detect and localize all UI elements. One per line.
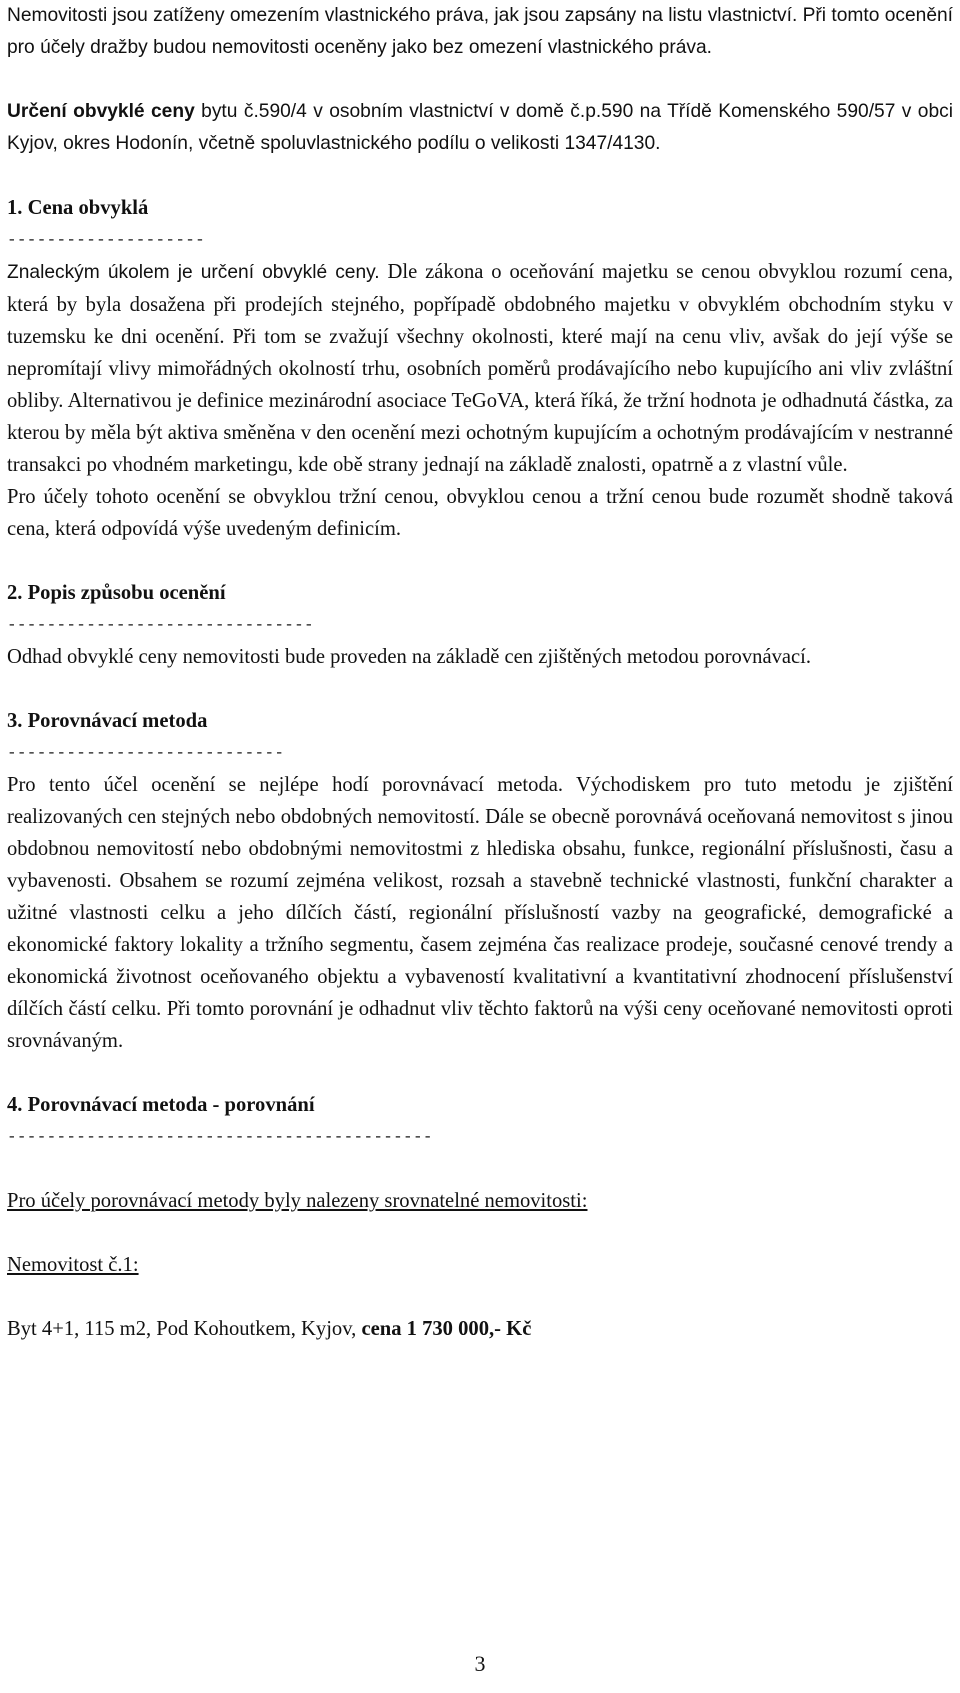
spacer	[7, 1217, 953, 1249]
section1-definition: Dle zákona o oceňování majetku se cenou obvyklou rozumí cena, která by byla dosažena při prodejích stejného, popřípadě obdobného majetku v obvyklém obchodním styku v tuzemsku ke dni ocenění. Při tom se zvažují všechny okolnosti, které mají na cenu vliv, avšak do její výše se nepromítají vlivy mimořádných okolností trhu, osobních poměrů prodávajícího nebo kupujícího ani vliv zvláštní obliby. Alternativou je definice mezinárodní asociace TeGoVA, která říká, že tržní hodnota je odhadnutá částka, za kterou by měla být aktiva směněna v den ocenění mezi ochotným kupujícím a ochotným prodávajícím v nestranné transakci po vhodném marketingu, kde obě strany jednají na základě znalosti, opatrně a z vlastní vůle.	[7, 261, 953, 476]
property-1-label: Nemovitost č.1:	[7, 1254, 139, 1276]
section2-rule: -------------------------------	[7, 616, 314, 634]
section4-rule: -------------------------------------------	[7, 1128, 433, 1146]
section3-heading: 3. Porovnávací metoda	[7, 710, 208, 732]
section2-heading: 2. Popis způsobu ocenění	[7, 582, 226, 604]
spacer	[7, 545, 953, 577]
property-1-text: Byt 4+1, 115 m2, Pod Kohoutkem, Kyjov,	[7, 1318, 362, 1340]
section3-body: Pro tento účel ocenění se nejlépe hodí porovnávací metoda. Východiskem pro tuto metodu je zjištění realizovaných cen stejných nebo obdobných nemovitostí. Dále se obecně porovnává oceňovaná nemovitost s jinou obdobnou nemovitostí nebo obdobnými nemovitostmi z hlediska obsahu, funkce, regionální příslušnosti, času a vybavenosti. Obsahem se rozumí zejména velikost, rozsah a stavebně technické vlastnosti, funkční charakter a užitné vlastnosti celku a jeho dílčích částí, regionální příslušností vazby na geografické, demografické a ekonomické faktory lokality a tržního segmentu, časem zejména čas realizace prodeje, současné cenové trendy a ekonomická životnost oceňovaného objektu a vybaveností kvalitativní a kvantitativní zhodnocení příslušenství dílčích částí celku. Při tomto porovnání je odhadnut vliv těchto faktorů na výši ceny oceňované nemovitosti oproti srovnávaným.	[7, 774, 953, 1052]
comparables-label: Pro účely porovnávací metody byly nalezeny srovnatelné nemovitosti:	[7, 1190, 588, 1212]
section3-rule: ----------------------------	[7, 744, 285, 762]
property-1-price: cena 1 730 000,- Kč	[361, 1318, 532, 1340]
section1-heading: 1. Cena obvyklá	[7, 197, 149, 219]
subject-paragraph	[7, 96, 953, 160]
section1-first-sentence: Znaleckým úkolem je určení obvyklé ceny.	[7, 262, 380, 283]
spacer	[7, 64, 953, 96]
subject-rest: bytu č.590/4 v osobním vlastnictví v domě č.p.590 na Třídě Komenského 590/57 v obci Kyjov, okres Hodonín, včetně spoluvlastnického podílu o velikosti 1347/4130.	[7, 101, 953, 154]
spacer	[7, 673, 953, 705]
page-number: 3	[474, 1651, 486, 1676]
section4-heading: 4. Porovnávací metoda - porovnání	[7, 1094, 315, 1116]
section1-body	[7, 256, 953, 481]
intro-paragraph: Nemovitosti jsou zatíženy omezením vlastnického práva, jak jsou zapsány na listu vlastnictví. Při tomto ocenění pro účely dražby budou nemovitosti oceněny jako bez omezení vlastnického práva.	[7, 5, 953, 58]
spacer	[7, 160, 953, 192]
spacer	[7, 1153, 953, 1185]
subject-lead: Určení obvyklé ceny	[7, 101, 195, 122]
section2-body: Odhad obvyklé ceny nemovitosti bude proveden na základě cen zjištěných metodou porovnávací.	[7, 646, 812, 668]
spacer	[7, 1057, 953, 1089]
spacer	[7, 1281, 953, 1313]
section1-rule: --------------------	[7, 231, 206, 249]
section1-conclusion: Pro účely tohoto ocenění se obvyklou tržní cenou, obvyklou cenou a tržní cenou bude rozumět shodně taková cena, která odpovídá výše uvedeným definicím.	[7, 486, 953, 540]
property-1-description	[7, 1313, 953, 1345]
